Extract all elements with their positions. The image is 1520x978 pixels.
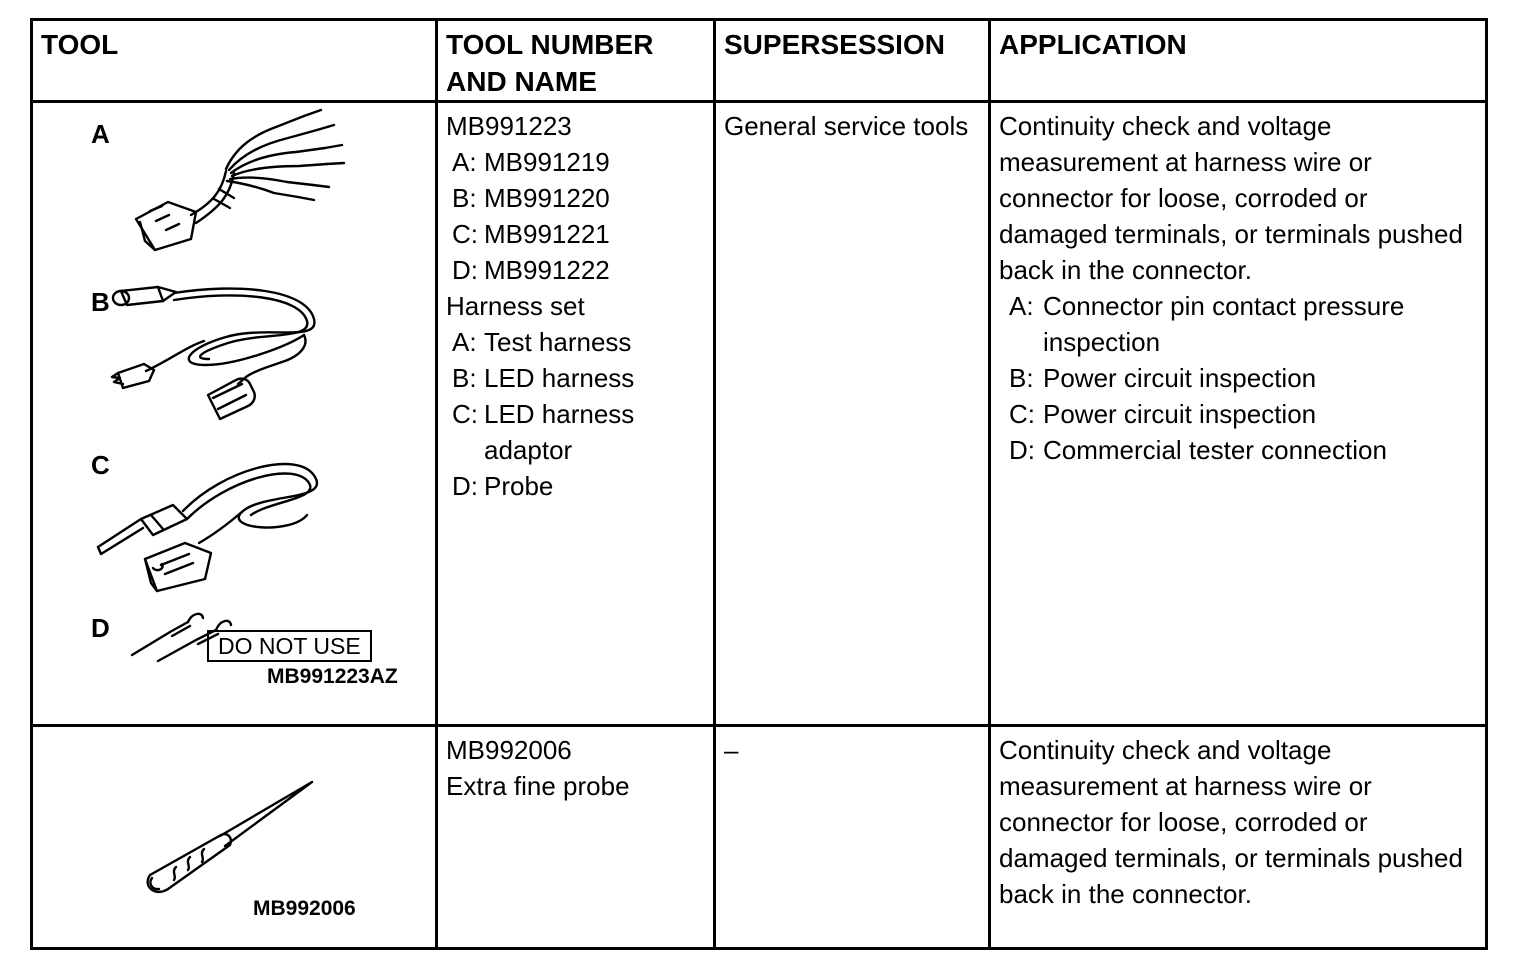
part-name-item: C: LED harness adaptor [452,399,635,465]
supersession-text: General service tools [724,111,969,141]
header-supersession-label: SUPERSESSION [724,29,945,60]
extra-fine-probe-illustration [128,775,318,900]
part-name-item: D: Probe [452,471,554,501]
figure-code-mb991223az: MB991223AZ [267,665,398,688]
header-tool-label: TOOL [41,29,119,60]
tool-set-number: MB992006 [446,735,572,765]
figure-label-a: A [91,119,110,149]
figure-label-b: B [91,287,110,317]
part-name-item: B: LED harness [452,363,635,393]
header-application-label: APPLICATION [999,29,1187,60]
application-item: D: Commercial tester connection [1009,435,1387,465]
tool-set-name: Extra fine probe [446,771,630,801]
test-harness-illustration [128,107,346,275]
application-item: B: Power circuit inspection [1009,363,1317,393]
application-intro: Continuity check and voltage measurement at harness wire or connector for loose, corroded or damaged terminals, or terminals pushed back in the connector. [999,111,1463,285]
header-cell-application [988,21,1485,100]
special-tools-table [30,18,1488,950]
part-number-item: D: MB991222 [452,255,610,285]
part-number-item: A: MB991219 [452,147,610,177]
tool-set-name: Harness set [446,291,585,321]
row2-supersession-cell [713,724,988,947]
header-cell-supersession [713,21,988,100]
row2-tool-cell [33,724,435,947]
row2-tool-number-cell [435,724,713,947]
row1-tool-cell [33,100,435,724]
led-harness-illustration [108,281,343,426]
application-intro: Continuity check and voltage measurement at harness wire or connector for loose, corroded or damaged terminals, or terminals pushed back in the connector. [999,735,1463,909]
figure-label-c: C [91,450,110,480]
figure-code-mb992006: MB992006 [253,897,356,920]
part-name-item: A: Test harness [452,327,632,357]
header-tool-number-label: TOOL NUMBER AND NAME [446,29,654,97]
figure-label-d: D [91,613,110,643]
header-cell-tool [33,21,435,100]
application-item: C: Power circuit inspection [1009,399,1317,429]
do-not-use-badge: DO NOT USE [207,630,372,662]
led-harness-adaptor-illustration [93,443,338,598]
application-item: A: Connector pin contact pressure inspection [1009,291,1405,357]
row1-tool-number-cell [435,100,713,724]
row2-application-cell [988,724,1485,947]
part-number-item: C: MB991221 [452,219,610,249]
part-number-item: B: MB991220 [452,183,610,213]
supersession-dash: – [724,735,739,765]
row1-application-cell [988,100,1485,724]
row1-supersession-cell [713,100,988,724]
header-cell-tool-number [435,21,713,100]
tool-set-number: MB991223 [446,111,572,141]
